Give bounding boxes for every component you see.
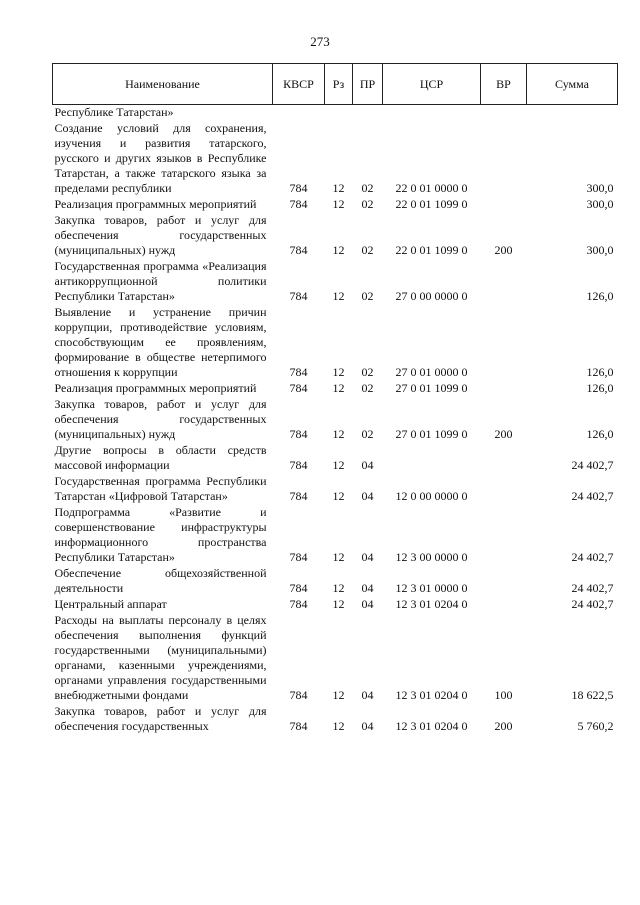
row-rz: 12 (332, 489, 345, 503)
row-pr: 02 (361, 197, 374, 211)
header-name: Наименование (53, 64, 273, 105)
row-name: Закупка товаров, работ и услуг для обеспечения государственных (54, 704, 267, 733)
row-pr: 02 (361, 289, 374, 303)
row-rz: 12 (332, 427, 345, 441)
row-name: Государственная программа «Реализация антикоррупционной политики Республики Татарстан» (54, 259, 267, 303)
row-kvsr: 784 (289, 688, 308, 702)
row-csr: 12 3 01 0204 0 (395, 719, 468, 733)
table-row (53, 613, 618, 704)
budget-table (52, 63, 618, 735)
row-sum: 24 402,7 (571, 597, 614, 611)
row-pr: 02 (361, 427, 374, 441)
row-vr (481, 443, 527, 474)
row-vr (481, 381, 527, 397)
table-row (53, 121, 618, 197)
row-kvsr: 784 (289, 381, 308, 395)
row-name: Закупка товаров, работ и услуг для обеспечения государственных (муниципальных) нужд (54, 213, 267, 257)
row-sum: 126,0 (586, 427, 614, 441)
row-name: Расходы на выплаты персоналу в целях обеспечения выполнения функций государственными (муниципальными) органами, казенными учреждениями, органами управления государственными внебюджетными фондами (54, 613, 267, 702)
row-rz (325, 105, 353, 122)
table-header-row (53, 64, 618, 105)
row-pr: 04 (361, 489, 374, 503)
table-row (53, 704, 618, 735)
row-sum: 126,0 (586, 289, 614, 303)
row-rz: 12 (332, 597, 345, 611)
row-sum: 5 760,2 (577, 719, 614, 733)
header-kvsr: КВСР (273, 64, 325, 105)
row-sum: 24 402,7 (571, 550, 614, 564)
row-rz: 12 (332, 181, 345, 195)
row-kvsr: 784 (289, 581, 308, 595)
row-csr (383, 443, 481, 474)
row-vr (481, 505, 527, 566)
row-rz: 12 (332, 289, 345, 303)
row-name: Реализация программных мероприятий (54, 197, 257, 211)
row-rz: 12 (332, 688, 345, 702)
row-name: Реализация программных мероприятий (54, 381, 257, 395)
row-kvsr: 784 (289, 181, 308, 195)
row-pr: 02 (361, 365, 374, 379)
row-sum: 300,0 (586, 181, 614, 195)
row-pr: 04 (361, 550, 374, 564)
row-sum: 300,0 (586, 197, 614, 211)
row-rz: 12 (332, 581, 345, 595)
row-csr: 12 3 01 0204 0 (395, 688, 468, 702)
row-pr: 02 (361, 381, 374, 395)
table-row (53, 197, 618, 213)
row-name: Создание условий для сохранения, изучения и развития татарского, русского и других языков в Республике Татарстан, а также татарского языка за пределами республики (54, 121, 267, 195)
row-kvsr: 784 (289, 458, 308, 472)
page-number: 273 (310, 34, 330, 49)
row-rz: 12 (332, 243, 345, 257)
row-pr: 02 (361, 181, 374, 195)
row-pr: 04 (361, 597, 374, 611)
row-sum: 24 402,7 (571, 581, 614, 595)
row-sum: 126,0 (586, 381, 614, 395)
row-vr (481, 597, 527, 613)
table-row (53, 381, 618, 397)
row-vr (481, 474, 527, 505)
row-pr (353, 105, 383, 122)
row-sum: 126,0 (586, 365, 614, 379)
row-name: Подпрограмма «Развитие и совершенствование инфраструктуры информационного пространства Республики Татарстан» (54, 505, 267, 564)
row-csr: 22 0 01 1099 0 (395, 197, 468, 211)
row-vr (481, 305, 527, 381)
row-kvsr: 784 (289, 289, 308, 303)
table-row (53, 474, 618, 505)
row-csr: 12 3 01 0000 0 (395, 581, 468, 595)
row-rz: 12 (332, 719, 345, 733)
row-kvsr: 784 (289, 243, 308, 257)
row-csr: 22 0 01 0000 0 (395, 181, 468, 195)
row-name: Выявление и устранение причин коррупции, противодействие условиям, способствующим ее проявлениям, формирование в обществе нетерпимого отношения к коррупции (54, 305, 267, 379)
row-csr: 22 0 01 1099 0 (395, 243, 468, 257)
row-vr: 200 (494, 427, 513, 441)
row-sum: 300,0 (586, 243, 614, 257)
table-row (53, 443, 618, 474)
row-vr (481, 197, 527, 213)
row-vr (481, 566, 527, 597)
row-csr: 12 3 00 0000 0 (395, 550, 468, 564)
row-kvsr: 784 (289, 365, 308, 379)
table-row (53, 597, 618, 613)
row-sum: 24 402,7 (571, 489, 614, 503)
row-csr: 27 0 00 0000 0 (395, 289, 468, 303)
header-csr: ЦСР (383, 64, 481, 105)
table-row (53, 105, 618, 122)
row-name: Другие вопросы в области средств массовой информации (54, 443, 267, 472)
row-vr: 200 (494, 243, 513, 257)
table-row (53, 213, 618, 259)
row-sum: 24 402,7 (571, 458, 614, 472)
row-rz: 12 (332, 381, 345, 395)
row-csr: 12 3 01 0204 0 (395, 597, 468, 611)
row-pr: 04 (361, 458, 374, 472)
row-csr: 12 0 00 0000 0 (395, 489, 468, 503)
row-pr: 04 (361, 688, 374, 702)
row-vr (481, 259, 527, 305)
row-csr (383, 105, 481, 122)
row-csr: 27 0 01 1099 0 (395, 427, 468, 441)
row-rz: 12 (332, 365, 345, 379)
row-kvsr: 784 (289, 550, 308, 564)
row-name: Закупка товаров, работ и услуг для обеспечения государственных (муниципальных) нужд (54, 397, 267, 441)
row-rz: 12 (332, 550, 345, 564)
header-sum: Сумма (527, 64, 618, 105)
row-csr: 27 0 01 0000 0 (395, 365, 468, 379)
table-row (53, 505, 618, 566)
header-pr: ПР (353, 64, 383, 105)
row-pr: 02 (361, 243, 374, 257)
table-row (53, 566, 618, 597)
row-rz: 12 (332, 197, 345, 211)
row-name: Государственная программа Республики Татарстан «Цифровой Татарстан» (54, 474, 267, 503)
row-rz: 12 (332, 458, 345, 472)
row-vr: 100 (494, 688, 513, 702)
row-sum: 18 622,5 (571, 688, 614, 702)
row-name: Центральный аппарат (54, 597, 167, 611)
row-sum (527, 105, 618, 122)
header-vr: ВР (481, 64, 527, 105)
header-rz: Рз (325, 64, 353, 105)
row-kvsr: 784 (289, 719, 308, 733)
row-name: Республике Татарстан» (54, 105, 174, 119)
row-kvsr (273, 105, 325, 122)
table-row (53, 397, 618, 443)
row-name: Обеспечение общехозяйственной деятельности (54, 566, 267, 595)
row-pr: 04 (361, 581, 374, 595)
row-kvsr: 784 (289, 427, 308, 441)
row-kvsr: 784 (289, 197, 308, 211)
row-pr: 04 (361, 719, 374, 733)
row-kvsr: 784 (289, 597, 308, 611)
table-row (53, 259, 618, 305)
row-vr (481, 105, 527, 122)
row-vr (481, 121, 527, 197)
row-csr: 27 0 01 1099 0 (395, 381, 468, 395)
table-row (53, 305, 618, 381)
row-kvsr: 784 (289, 489, 308, 503)
row-vr: 200 (494, 719, 513, 733)
